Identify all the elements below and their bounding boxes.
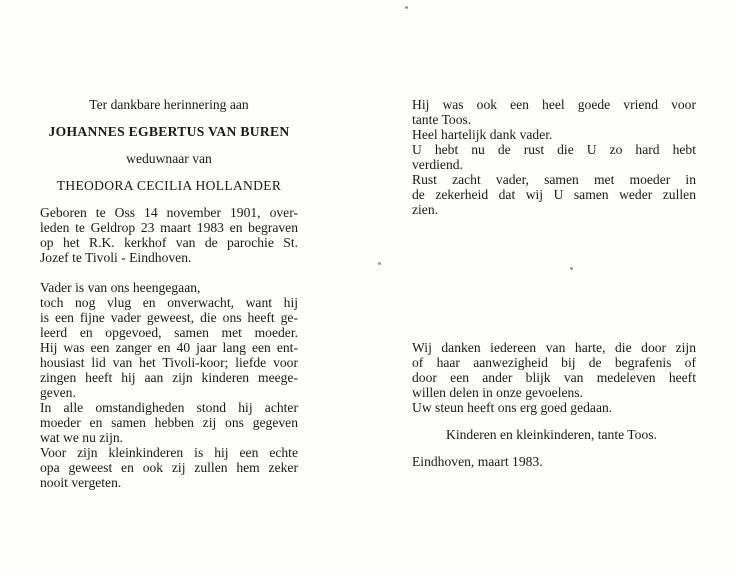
poem-line: nooit vergeten.: [40, 475, 122, 490]
thanks-line: Wij danken iedereen van harte, die door zijn: [412, 340, 696, 355]
poem-paragraph: [40, 280, 298, 490]
poem-line: geven.: [40, 385, 76, 400]
poem-line: housiast lid van het Tivoli-koor; liefde voor: [40, 355, 298, 370]
left-page: [40, 97, 298, 490]
spouse-name: THEODORA CECILIA HOLLANDER: [56, 178, 282, 193]
tribute-paragraph: [412, 97, 696, 217]
tribute-line: U hebt nu de rust die U zo hard hebt: [412, 142, 696, 157]
poem-line: In alle omstandigheden stond hij achter: [40, 400, 298, 415]
poem-line: opa geweest en ook zij zullen hem zeker: [40, 460, 298, 475]
poem-line: Hij was een zanger en 40 jaar lang een ent-: [40, 340, 298, 355]
poem-line: is een fijne vader geweest, die ons heeft ge-: [40, 310, 298, 325]
poem-line: toch nog vlug en onverwacht, want hij: [40, 295, 298, 310]
deceased-name: JOHANNES EGBERTUS VAN BUREN: [48, 124, 290, 139]
thanks-paragraph: [412, 340, 696, 415]
tribute-line: Rust zacht vader, samen met moeder in: [412, 172, 696, 187]
thanks-line: of haar aanwezigheid bij de begrafenis of: [412, 355, 696, 370]
thanks-line: willen delen in onze gevoelens.: [412, 385, 583, 400]
tribute-line: zien.: [412, 202, 439, 217]
tribute-line: verdiend.: [412, 157, 463, 172]
relation-text: weduwnaar van: [126, 151, 212, 166]
speck-dot: [378, 262, 381, 265]
birth-paragraph: [40, 205, 298, 265]
signature-text: Kinderen en kleinkinderen, tante Toos.: [446, 427, 657, 442]
thanks-line: door een ander blijk van medeleven heeft: [412, 370, 696, 385]
thanks-line: Uw steun heeft ons erg goed gedaan.: [412, 400, 613, 415]
tribute-line: Heel hartelijk dank vader.: [412, 127, 553, 142]
poem-line: Voor zijn kleinkinderen is hij een echte: [40, 445, 298, 460]
birth-line: Geboren te Oss 14 november 1901, over-: [40, 205, 298, 220]
right-page: [412, 97, 696, 469]
birth-line: op het R.K. kerkhof van de parochie St.: [40, 235, 298, 250]
place-date-text: Eindhoven, maart 1983.: [412, 454, 543, 469]
poem-line: Vader is van ons heengegaan,: [40, 280, 201, 295]
tribute-line: tante Toos.: [412, 112, 472, 127]
intro-text: Ter dankbare herinnering aan: [89, 97, 249, 112]
poem-line: moeder en samen hebben zij ons gegeven: [40, 415, 298, 430]
speck-dot: [405, 6, 408, 9]
birth-line: Jozef te Tivoli - Eindhoven.: [40, 250, 192, 265]
birth-line: leden te Geldrop 23 maart 1983 en begraven: [40, 220, 298, 235]
poem-line: wat we nu zijn.: [40, 430, 124, 445]
poem-line: zingen heeft hij aan zijn kinderen meege-: [40, 370, 298, 385]
tribute-line: de zekerheid dat wij U samen weder zullen: [412, 187, 696, 202]
poem-line: leerd en opgevoed, samen met moeder.: [40, 325, 298, 340]
tribute-line: Hij was ook een heel goede vriend voor: [412, 97, 696, 112]
